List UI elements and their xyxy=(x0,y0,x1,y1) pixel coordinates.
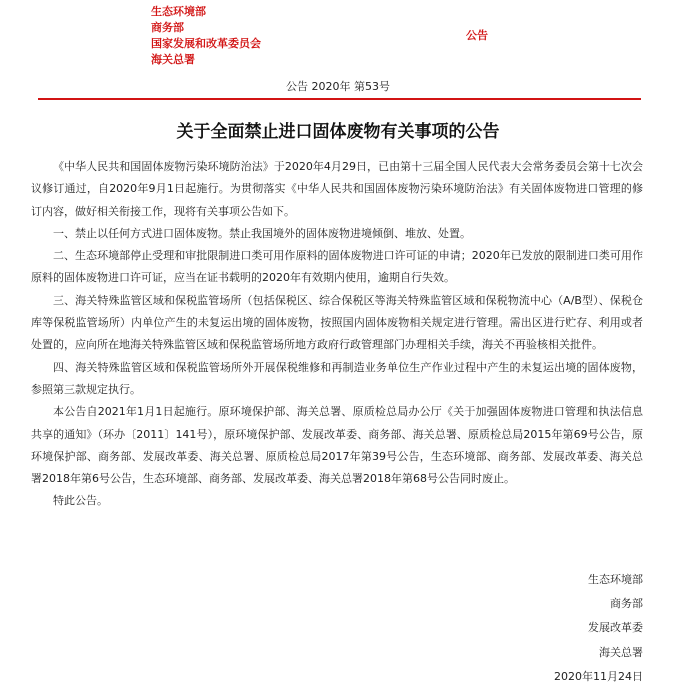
issuer-ecology-environment: 生态环境部 xyxy=(151,5,206,18)
issuing-authorities xyxy=(151,4,261,68)
paragraph-closing: 特此公告。 xyxy=(53,494,108,508)
signature-date: 2020年11月24日 xyxy=(554,669,643,683)
document-type-tag: 公告 xyxy=(466,29,488,42)
paragraph-preamble: 《中华人民共和国固体废物污染环境防治法》于2020年4月29日，已由第十三届全国人民代表大会常务委员会第十七次会议修订通过，自2020年9月1日起施行。为贯彻落实《中华人民共和国固体废物污染环境防治法》有关固体废物进口管理的修订内容，做好相关衔接工作，现将有关事项公告如下。 xyxy=(31,160,643,218)
signatory-ecology-environment: 生态环境部 xyxy=(588,573,643,586)
red-divider xyxy=(38,98,641,100)
issuer-customs: 海关总署 xyxy=(151,53,195,66)
issuer-ndrc: 国家发展和改革委员会 xyxy=(151,37,261,50)
paragraph-item-1: 一、禁止以任何方式进口固体废物。禁止我国境外的固体废物进境倾倒、堆放、处置。 xyxy=(53,226,471,240)
issuer-commerce: 商务部 xyxy=(151,21,184,34)
signatory-commerce: 商务部 xyxy=(610,597,643,611)
paragraph-item-2: 二、生态环境部停止受理和审批限制进口类可用作原料的固体废物进口许可证的申请；2020年已发放的限制进口类可用作原料的固体废物进口许可证，应当在证书载明的2020年有效期内使用，逾期自行失效。 xyxy=(31,249,643,285)
document-body xyxy=(31,156,643,513)
paragraph-item-3: 三、海关特殊监管区域和保税监管场所（包括保税区、综合保税区等海关特殊监管区域和保税物流中心（A/B型）、保税仓库等保税监管场所）内单位产生的未复运出境的固体废物，按照国内固体废物相关规定进行管理。需出区进行贮存、利用或者处置的，应向所在地海关特殊监管区域和保税监管场所地方政府行政管理部门办理相关手续，海关不再验核相关批件。 xyxy=(31,293,643,352)
signature-block xyxy=(554,568,643,689)
paragraph-effective-date: 本公告自2021年1月1日起施行。原环境保护部、海关总署、原质检总局办公厅《关于加强固体废物进口管理和执法信息共享的通知》（环办〔2011〕141号），原环境保护部、发展改革委、商务部、海关总署、原质检总局2015年第69号公告，原环境保护部、商务部、发展改革委、海关总署、原质检总局2017年第39号公告，生态环境部、商务部、发展改革委、海关总署2018年第6号公告，生态环境部、商务部、发展改革委、海关总署2018年第68号公告同时废止。 xyxy=(31,405,643,486)
signatory-customs: 海关总署 xyxy=(599,645,643,659)
document-header xyxy=(151,4,551,72)
signatory-ndrc: 发展改革委 xyxy=(588,621,643,635)
paragraph-item-4: 四、海关特殊监管区域和保税监管场所外开展保税维修和再制造业务单位生产作业过程中产生的未复运出境的固体废物，参照第三款规定执行。 xyxy=(31,360,643,396)
document-number: 公告 2020年 第53号 xyxy=(286,80,390,93)
document-title: 关于全面禁止进口固体废物有关事项的公告 xyxy=(176,122,500,142)
